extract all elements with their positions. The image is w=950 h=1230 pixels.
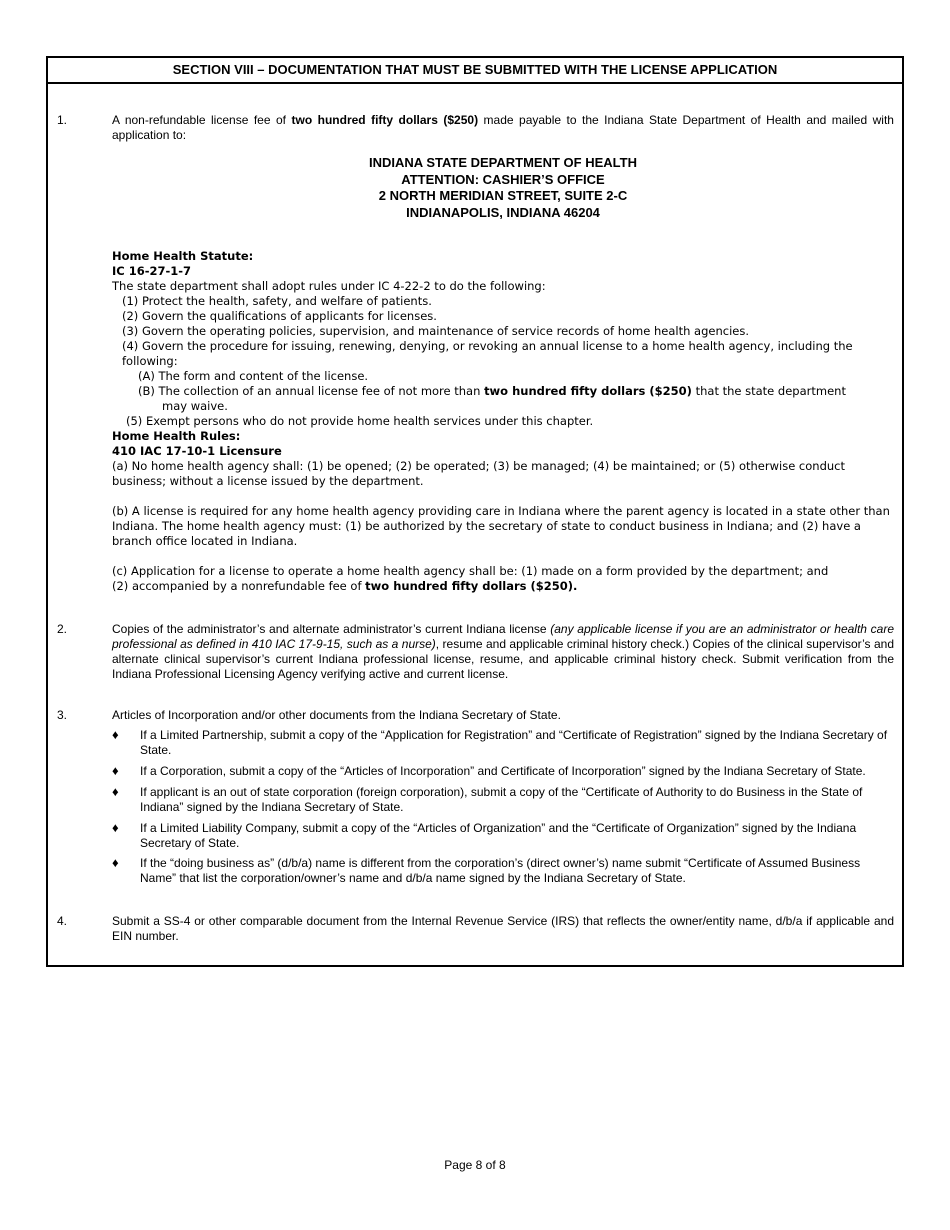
diamond-bullet-icon: ♦ <box>112 763 119 778</box>
address-line: INDIANA STATE DEPARTMENT OF HEALTH <box>369 155 637 170</box>
page-number: Page 8 of 8 <box>444 1158 506 1172</box>
rules-heading: Home Health Rules: <box>112 429 241 443</box>
diamond-bullet-icon: ♦ <box>112 855 119 870</box>
address-line: INDIANAPOLIS, INDIANA 46204 <box>406 204 600 220</box>
rules-cite: 410 IAC 17-10-1 Licensure <box>112 444 282 458</box>
statute-item: (4) Govern the procedure for issuing, renewing, denying, or revoking an annual license to a home health agency, including the following: <box>122 339 853 368</box>
list-item: ♦ If a Limited Liability Company, submit a copy of the “Articles of Organization” and the “Certificate of Organization” signed by the Indiana Secretary of State. <box>112 820 857 850</box>
item-3-number: 3. <box>57 708 68 722</box>
item-1-number: 1. <box>57 113 68 127</box>
list-item: ♦ If a Limited Partnership, submit a copy of the “Application for Registration” and “Certificate of Registration” signed by the Indiana Secretary of State. <box>112 727 888 757</box>
diamond-bullet-icon: ♦ <box>112 784 119 799</box>
statute-subitem: (B) The collection of an annual license fee of not more than two hundred fifty dollars ($250) that the state department <box>138 384 846 398</box>
list-item: ♦ If applicant is an out of state corporation (foreign corporation), submit a copy of the “Certificate of Authority to do Business in the State of Indiana” signed by the Indiana Secretary of State. <box>112 784 863 814</box>
address-line: ATTENTION: CASHIER’S OFFICE <box>401 171 605 187</box>
address-line: 2 NORTH MERIDIAN STREET, SUITE 2-C <box>378 188 628 203</box>
diamond-bullet-icon: ♦ <box>112 727 119 742</box>
statute-item: (1) Protect the health, safety, and welfare of patients. <box>122 294 432 308</box>
home-health-statute <box>112 249 894 429</box>
item-4-text: Submit a SS-4 or other comparable document from the Internal Revenue Service (IRS) that reflects the owner/entity name, d/b/a if applicable and EIN number. <box>112 914 894 943</box>
statute-intro: The state department shall adopt rules under IC 4-22-2 to do the following: <box>112 279 546 293</box>
statute-cite: IC 16-27-1-7 <box>112 264 192 278</box>
rule-c-2: (2) accompanied by a nonrefundable fee of two hundred fifty dollars ($250). <box>112 579 578 593</box>
rule-a: (a) No home health agency shall: (1) be opened; (2) be operated; (3) be managed; (4) be maintained; or (5) otherwise conduct business; without a license issued by the department. <box>112 459 845 488</box>
statute-item: (3) Govern the operating policies, supervision, and maintenance of service records of home health agencies. <box>122 324 749 338</box>
item-1-text: A non-refundable license fee of two hundred fifty dollars ($250) made payable to the Indiana State Department of Health and mailed with application to: <box>112 113 894 142</box>
list-item: ♦ If the “doing business as” (d/b/a) name is different from the corporation’s (direct owner’s) name submit “Certificate of Assumed Business Name” that list the corporation/owner’s name and d/b/a name signed by the Indiana Secretary of State. <box>112 855 861 885</box>
statute-item: (2) Govern the qualifications of applicants for licenses. <box>122 309 437 323</box>
statute-subitem: (A) The form and content of the license. <box>138 369 369 383</box>
list-item: ♦ If a Corporation, submit a copy of the “Articles of Incorporation” and Certificate of Incorporation” signed by the Indiana Secretary of State. <box>112 763 866 778</box>
statute-heading: Home Health Statute: <box>112 249 254 263</box>
statute-subitem-cont: may waive. <box>162 399 228 413</box>
item-2-number: 2. <box>57 622 68 636</box>
section-title: SECTION VIII – DOCUMENTATION THAT MUST BE SUBMITTED WITH THE LICENSE APPLICATION <box>48 58 902 84</box>
mailing-address <box>112 155 894 221</box>
statute-item: (5) Exempt persons who do not provide home health services under this chapter. <box>126 414 594 428</box>
section-frame <box>46 56 904 967</box>
diamond-bullet-icon: ♦ <box>112 820 119 835</box>
item-3-text: Articles of Incorporation and/or other documents from the Indiana Secretary of State. <box>112 708 561 722</box>
rule-b: (b) A license is required for any home health agency providing care in Indiana where the parent agency is located in a state other than Indiana. The home health agency must: (1) be authorized by the secretary of state to conduct business in Indiana; and (2) have a branch office located in Indiana. <box>112 504 890 548</box>
item-4-number: 4. <box>57 914 68 928</box>
rule-c: (c) Application for a license to operate a home health agency shall be: (1) made on a form provided by the department; and <box>112 564 829 578</box>
home-health-rules <box>112 429 894 594</box>
item-2-text: Copies of the administrator’s and alternate administrator’s current Indiana license (any applicable license if you are an administrator or health care professional as defined in 410 IAC 17-9-15, such as a nurse), resume and applicable criminal history check.) Copies of the clinical supervisor’s and alternate clinical supervisor’s current Indiana professional license, resume, and applicable criminal history check. Submit verification from the Indiana Professional Licensing Agency verifying active and current license. <box>112 622 894 681</box>
